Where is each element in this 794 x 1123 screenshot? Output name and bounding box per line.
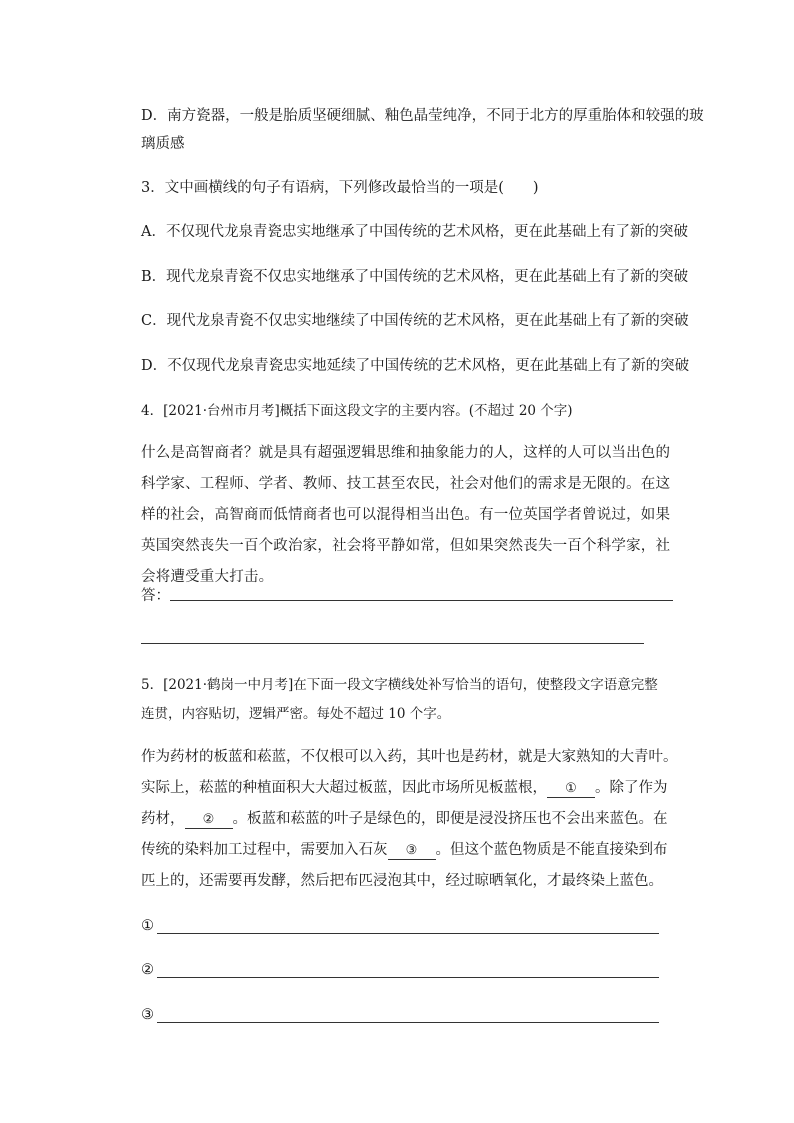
q5-blank-1[interactable]: ① [547,781,595,798]
q4-answer-line-2[interactable] [141,643,644,644]
q3-option-d: D．不仅现代龙泉青瓷忠实地延续了中国传统的艺术风格，更在此基础上有了新的突破 [141,358,690,374]
q5-answer-line-2[interactable] [157,977,659,978]
q3-option-b: B．现代龙泉青瓷不仅忠实地继承了中国传统的艺术风格，更在此基础上有了新的突破 [141,269,689,285]
q2-option-d-line1: D．南方瓷器，一般是胎质坚硬细腻、釉色晶莹纯净，不同于北方的厚重胎体和较强的玻 [141,108,704,124]
q2-option-d-line2: 璃质感 [141,136,185,152]
q5-passage-part4: 。但这个蓝色物质是不能直接染到布匹上的，还需要再发酵，然后把布匹浸泡其中，经过晾晒氧化，才最终染上蓝色。 [141,842,668,889]
q4-answer-label: 答： [141,588,170,604]
q4-answer-line-1[interactable] [170,600,673,601]
q5-passage-part2: 。除了作为药材， [141,780,668,827]
q3-option-a: A．不仅现代龙泉青瓷忠实地继承了中国传统的艺术风格，更在此基础上有了新的突破 [141,224,688,240]
q5-answer-mark-2: ② [141,962,154,978]
q5-stem-line2: 连贯，内容贴切，逻辑严密。每处不超过 10 个字。 [141,706,451,722]
q5-blank-2[interactable]: ② [185,812,233,829]
q5-answer-mark-1: ① [141,918,154,934]
q5-answer-mark-3: ③ [141,1007,154,1023]
q5-blank-3[interactable]: ③ [388,843,436,860]
q4-passage [141,438,681,593]
q5-stem-line1: 5．[2021·鹤岗一中月考]在下面一段文字横线处补写恰当的语句，使整段文字语意完整 [141,677,658,693]
q3-stem: 3．文中画横线的句子有语病，下列修改最恰当的一项是( ) [141,180,539,196]
q4-passage-text: 什么是高智商者？就是具有超强逻辑思维和抽象能力的人，这样的人可以当出色的科学家、工程师、学者、教师、技工甚至农民，社会对他们的需求是无限的。在这样的社会，高智商而低情商者也可以混得相当出色。有一位英国学者曾说过，如果英国突然丧失一百个政治家，社会将平静如常，但如果突然丧失一百个科学家，社会将遭受重大打击。 [141,445,671,585]
q4-stem: 4．[2021·台州市月考]概括下面这段文字的主要内容。(不超过 20 个字) [141,403,573,419]
q5-passage-part3: 。板蓝和菘蓝的叶子是绿色的，即便是浸没挤压也不会出来蓝色。在传统的染料加工过程中，需要加入石灰 [141,811,668,858]
q3-option-c: C．现代龙泉青瓷不仅忠实地继续了中国传统的艺术风格，更在此基础上有了新的突破 [141,313,689,329]
q5-passage [141,742,681,897]
q5-answer-line-3[interactable] [157,1022,659,1023]
q5-answer-line-1[interactable] [157,933,659,934]
q5-passage-part1: 作为药材的板蓝和菘蓝，不仅根可以入药，其叶也是药材，就是大家熟知的大青叶。实际上，菘蓝的种植面积大大超过板蓝，因此市场所见板蓝根， [141,749,678,796]
